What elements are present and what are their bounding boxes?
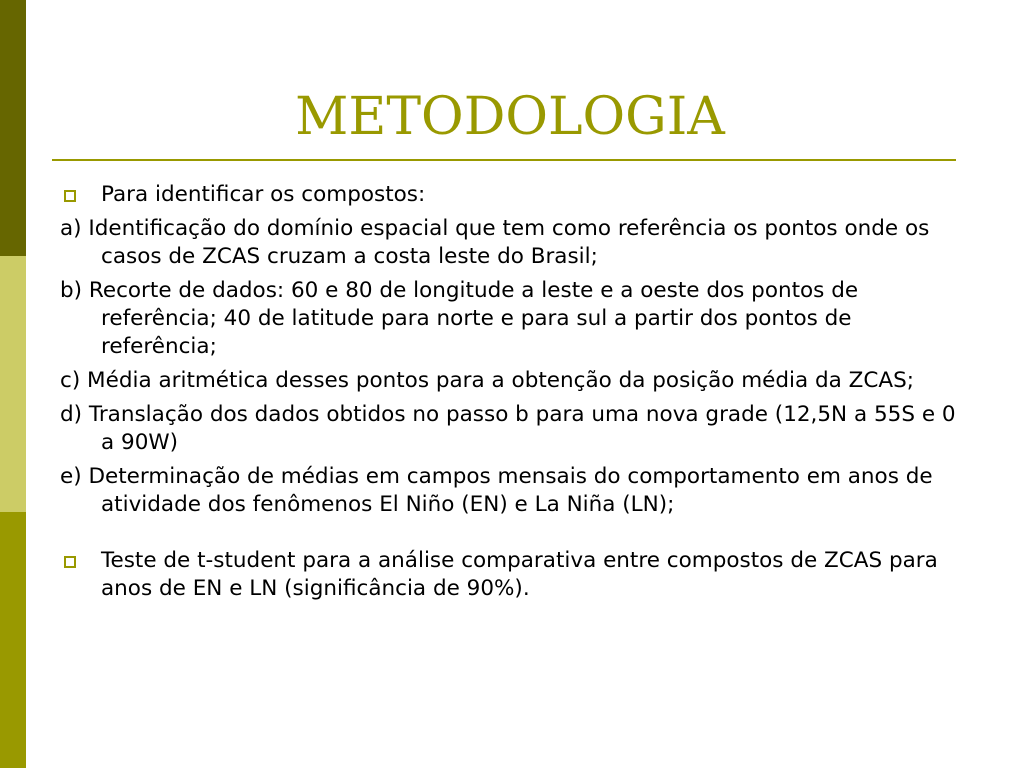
sub-item-b: b) Recorte de dados: 60 e 80 de longitude a leste e a oeste dos pontos de referência; 40 de latitude para norte e para sul a partir dos pontos de referência; (60, 278, 859, 359)
sub-item-c: c) Média aritmética desses pontos para a obtenção da posição média da ZCAS; (60, 368, 915, 393)
bullet-text: Para identificar os compostos: (101, 182, 426, 207)
bullet-item (60, 181, 960, 209)
sidebar-stripe (0, 0, 26, 768)
square-bullet-icon (64, 556, 76, 568)
spacer (60, 525, 960, 547)
sub-item-a: a) Identificação do domínio espacial que tem como referência os pontos onde os casos de ZCAS cruzam a costa leste do Brasil; (60, 216, 930, 269)
slide-content (60, 181, 960, 609)
sidebar-segment-light (0, 256, 26, 512)
sidebar-segment-mid (0, 512, 26, 768)
slide-title: METODOLOGIA (295, 87, 725, 147)
sidebar-segment-dark (0, 0, 26, 256)
bullet-text: Teste de t-student para a análise comparativa entre compostos de ZCAS para anos de EN e LN (significância de 90%). (101, 548, 938, 601)
title-divider (52, 159, 956, 161)
sub-item-e: e) Determinação de médias em campos mensais do comportamento em anos de atividade dos fenômenos El Niño (EN) e La Niña (LN); (60, 464, 933, 517)
square-bullet-icon (64, 190, 76, 202)
sub-item-d: d) Translação dos dados obtidos no passo b para uma nova grade (12,5N a 55S e 0 a 90W) (60, 402, 956, 455)
bullet-item (60, 547, 960, 603)
